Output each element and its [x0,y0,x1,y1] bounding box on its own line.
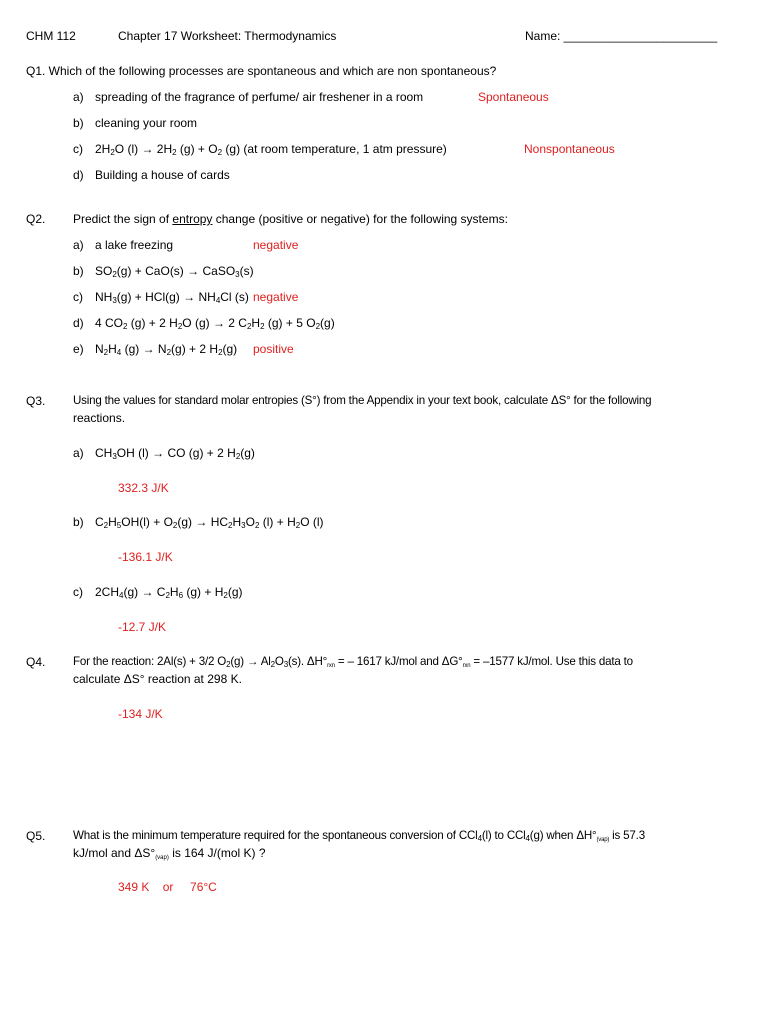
q5-answer: 349 K or 76°C [118,880,217,894]
q2-a-text: a lake freezing [95,238,174,252]
q1-c-answer: Nonspontaneous [524,142,615,156]
q1-question: Q1. Which of the following processes are spontaneous and which are non spontaneous? [26,64,497,78]
course-code: CHM 112 [26,29,76,43]
q1-a-answer: Spontaneous [478,90,549,104]
q2-question: Predict the sign of entropy change (positive or negative) for the following systems: [73,212,508,226]
q3-question-line2: reactions. [73,411,126,425]
q1-c-text: $2H_2O$ $(l) \to 2H_2$ $(g) + O_2$ (g) (at room temperature, 1 atm pressure) [95,142,447,157]
q2-b-text: $SO_2(g) + CaO(s)$ → CaSO$_3$(s) [95,264,254,279]
worksheet-title: Chapter 17 Worksheet: Thermodynamics [118,29,337,43]
q1-a-label: a) [73,90,84,104]
q2-c-label: c) [73,290,83,304]
q4-question-line1: For the reaction: 2Al(s) + 3/2 $O_2(g) \to Al_2O_3(s)$. $\Delta H^\circ_{rxn}$ = – 1617 kJ/mol and $\Delta G^\circ_{rxn} = -1577$ kJ/mol. Use this data to [73,655,633,669]
q2-number: Q2. [26,212,46,226]
q1-a-text: spreading of the fragrance of perfume/ air freshener in a room [95,90,424,104]
q2-c-answer: negative [253,290,299,304]
q2-a-label: a) [73,238,84,252]
q2-c-text: $NH_3(g) + HCl(g) \to NH_4Cl$ (s) [95,290,249,305]
q3-c-label: c) [73,585,83,599]
q1-b-text: cleaning your room [95,116,198,130]
q4-number: Q4. [26,655,46,669]
name-field-label: Name: _______________________ [525,29,718,43]
q4-question-line2: calculate ΔS° reaction at 298 K. [73,672,242,686]
q5-question-line2: kJ/mol and $\Delta S^\circ_{(vap)}$ is 164 J/(mol K) ? [73,846,266,861]
q1-d-text: Building a house of cards [95,168,230,182]
q3-c-answer: -12.7 J/K [118,620,167,634]
q5-question-line1: What is the minimum temperature required for the spontaneous conversion of CCl$_4$(l) to CCl$_4$(g) when $\Delta H^\circ_{(vap)}$ is 57.3 [73,829,645,843]
q2-d-text: 4 $CO_2$ (g) + 2 $H_2O$ (g) → 2 $C_2H_2$ (g) + 5 $O_2(g)$ [95,316,335,331]
q2-e-answer: positive [253,342,294,356]
q3-b-answer: -136.1 J/K [118,550,173,564]
q3-a-text: $CH_3OH$ (l) → CO (g) + 2 $H_2(g)$ [95,446,255,461]
q2-a-answer: negative [253,238,299,252]
q2-d-label: d) [73,316,84,330]
q1-b-label: b) [73,116,84,130]
q5-number: Q5. [26,829,46,843]
q2-e-text: $N_2H_4$ $(g) \to N_2(g) + 2$ $H_2(g)$ [95,342,238,357]
q2-e-label: e) [73,342,84,356]
q4-answer: -134 J/K [118,707,163,721]
q1-c-label: c) [73,142,83,156]
q3-b-label: b) [73,515,84,529]
q2-b-label: b) [73,264,84,278]
q3-a-label: a) [73,446,84,460]
q3-question-line1: Using the values for standard molar entropies (S°) from the Appendix in your text book, calculate ΔS° for the following [73,394,652,407]
q3-c-text: $2CH_4(g) \to C_2H_6$ $(g) + H_2(g)$ [95,585,243,600]
q3-b-text: $C_2H_5OH(l) + O_2(g) \to HC_2H_3O_2$ $(l) + H_2O$ (l) [95,515,324,530]
q3-number: Q3. [26,394,46,408]
q1-d-label: d) [73,168,84,182]
q3-a-answer: 332.3 J/K [118,481,169,495]
